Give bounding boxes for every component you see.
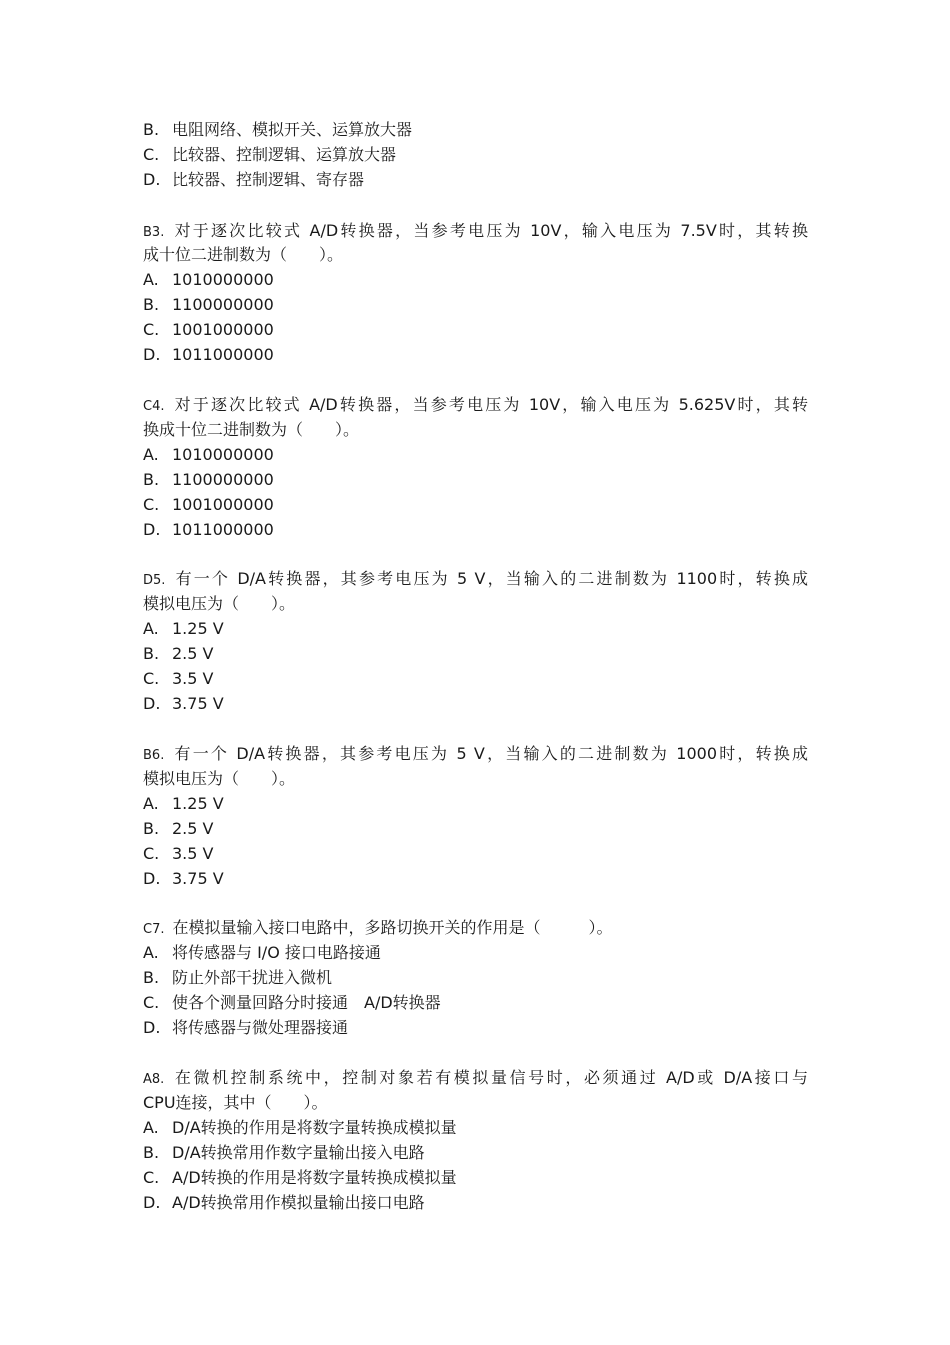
question-number: C4. bbox=[143, 399, 165, 414]
option-text: 1100000000 bbox=[172, 470, 274, 489]
answer-option bbox=[143, 493, 808, 517]
answer-option bbox=[143, 966, 808, 990]
option-letter: B. bbox=[143, 819, 160, 838]
question-number: B3. bbox=[143, 225, 165, 240]
option-letter: B. bbox=[143, 470, 160, 489]
option-letter: C. bbox=[143, 1168, 160, 1187]
option-text: A/D转换常用作模拟量输出接口电路 bbox=[172, 1193, 425, 1212]
answer-option bbox=[143, 867, 808, 891]
answer-option bbox=[143, 1166, 808, 1190]
option-text: 3.75 V bbox=[172, 694, 224, 713]
question-stem-line2: 换成十位二进制数为（ ）。 bbox=[143, 420, 360, 439]
question-stem-line1: 对于逐次比较式 A/D转换器，当参考电压为 10V，输入电压为 7.5V时，其转换 bbox=[172, 221, 808, 240]
answer-option bbox=[143, 991, 808, 1015]
option-letter: B. bbox=[143, 1143, 160, 1162]
option-letter: C. bbox=[143, 145, 160, 164]
option-letter: D. bbox=[143, 520, 161, 539]
option-letter: D. bbox=[143, 1018, 161, 1037]
question-stem-line1: 对于逐次比较式 A/D转换器，当参考电压为 10V，输入电压为 5.625V时，其转 bbox=[172, 395, 808, 414]
option-text: 1001000000 bbox=[172, 320, 274, 339]
question-stem-line1: 在模拟量输入接口电路中，多路切换开关的作用是（ ）。 bbox=[172, 918, 613, 937]
option-text: 3.5 V bbox=[172, 669, 214, 688]
answer-option bbox=[143, 1191, 808, 1215]
answer-option bbox=[143, 1141, 808, 1165]
question-number: B6. bbox=[143, 748, 165, 763]
option-letter: A. bbox=[143, 1118, 159, 1137]
option-text: 比较器、控制逻辑、寄存器 bbox=[172, 170, 365, 189]
question-stem-line2: 成十位二进制数为（ ）。 bbox=[143, 245, 344, 264]
question-stem bbox=[143, 567, 808, 593]
question-stem bbox=[143, 219, 808, 245]
option-text: 1.25 V bbox=[172, 619, 224, 638]
option-letter: B. bbox=[143, 295, 160, 314]
option-letter: A. bbox=[143, 794, 159, 813]
option-text: 3.75 V bbox=[172, 869, 224, 888]
option-letter: D. bbox=[143, 170, 161, 189]
option-letter: D. bbox=[143, 345, 161, 364]
option-text: D/A转换常用作数字量输出接入电路 bbox=[172, 1143, 425, 1162]
answer-option bbox=[143, 168, 808, 192]
question-stem-line2: 模拟电压为（ ）。 bbox=[143, 769, 296, 788]
option-text: 使各个测量回路分时接通 A/D转换器 bbox=[172, 993, 441, 1012]
answer-option bbox=[143, 617, 808, 641]
answer-option bbox=[143, 941, 808, 965]
option-letter: D. bbox=[143, 1193, 161, 1212]
answer-option bbox=[143, 642, 808, 666]
answer-option bbox=[143, 118, 808, 142]
option-text: 1001000000 bbox=[172, 495, 274, 514]
option-text: 3.5 V bbox=[172, 844, 214, 863]
option-text: D/A转换的作用是将数字量转换成模拟量 bbox=[172, 1118, 457, 1137]
option-letter: A. bbox=[143, 619, 159, 638]
question-stem bbox=[143, 1066, 808, 1092]
option-text: A/D转换的作用是将数字量转换成模拟量 bbox=[172, 1168, 457, 1187]
answer-option bbox=[143, 1116, 808, 1140]
option-letter: D. bbox=[143, 694, 161, 713]
answer-option bbox=[143, 268, 808, 292]
option-text: 比较器、控制逻辑、运算放大器 bbox=[172, 145, 397, 164]
question-number: D5. bbox=[143, 573, 166, 588]
question-stem-line1: 在微机控制系统中，控制对象若有模拟量信号时，必须通过 A/D或 D/A接口与 bbox=[172, 1068, 808, 1087]
option-text: 1010000000 bbox=[172, 445, 274, 464]
question-stem-line2: 模拟电压为（ ）。 bbox=[143, 594, 296, 613]
option-letter: B. bbox=[143, 120, 160, 139]
answer-option bbox=[143, 518, 808, 542]
question-stem bbox=[143, 742, 808, 768]
option-text: 1011000000 bbox=[172, 520, 274, 539]
option-letter: C. bbox=[143, 844, 160, 863]
option-letter: C. bbox=[143, 993, 160, 1012]
question-stem bbox=[143, 916, 808, 942]
option-text: 防止外部干扰进入微机 bbox=[172, 968, 333, 987]
option-text: 1100000000 bbox=[172, 295, 274, 314]
option-text: 1010000000 bbox=[172, 270, 274, 289]
answer-option bbox=[143, 792, 808, 816]
answer-option bbox=[143, 817, 808, 841]
option-text: 2.5 V bbox=[172, 644, 214, 663]
answer-option bbox=[143, 443, 808, 467]
option-letter: A. bbox=[143, 943, 159, 962]
question-stem-line1: 有一个 D/A转换器，其参考电压为 5 V，当输入的二进制数为 1000时，转换成 bbox=[172, 744, 808, 763]
option-letter: B. bbox=[143, 968, 160, 987]
answer-option bbox=[143, 318, 808, 342]
option-letter: B. bbox=[143, 644, 160, 663]
question-stem-line1: 有一个 D/A转换器，其参考电压为 5 V，当输入的二进制数为 1100时，转换成 bbox=[173, 569, 808, 588]
answer-option bbox=[143, 468, 808, 492]
option-letter: A. bbox=[143, 270, 159, 289]
question-stem bbox=[143, 393, 808, 419]
answer-option bbox=[143, 143, 808, 167]
option-letter: C. bbox=[143, 320, 160, 339]
option-letter: A. bbox=[143, 445, 159, 464]
option-text: 电阻网络、模拟开关、运算放大器 bbox=[172, 120, 413, 139]
option-text: 1011000000 bbox=[172, 345, 274, 364]
option-text: 2.5 V bbox=[172, 819, 214, 838]
option-text: 1.25 V bbox=[172, 794, 224, 813]
option-letter: D. bbox=[143, 869, 161, 888]
question-stem-line2: CPU连接，其中（ ）。 bbox=[143, 1093, 328, 1112]
question-number: A8. bbox=[143, 1072, 165, 1087]
option-letter: C. bbox=[143, 495, 160, 514]
answer-option bbox=[143, 842, 808, 866]
option-text: 将传感器与 I/O 接口电路接通 bbox=[172, 943, 381, 962]
answer-option bbox=[143, 692, 808, 716]
answer-option bbox=[143, 1016, 808, 1040]
option-text: 将传感器与微处理器接通 bbox=[172, 1018, 349, 1037]
option-letter: C. bbox=[143, 669, 160, 688]
answer-option bbox=[143, 293, 808, 317]
answer-option bbox=[143, 667, 808, 691]
answer-option bbox=[143, 343, 808, 367]
question-number: C7. bbox=[143, 922, 165, 937]
